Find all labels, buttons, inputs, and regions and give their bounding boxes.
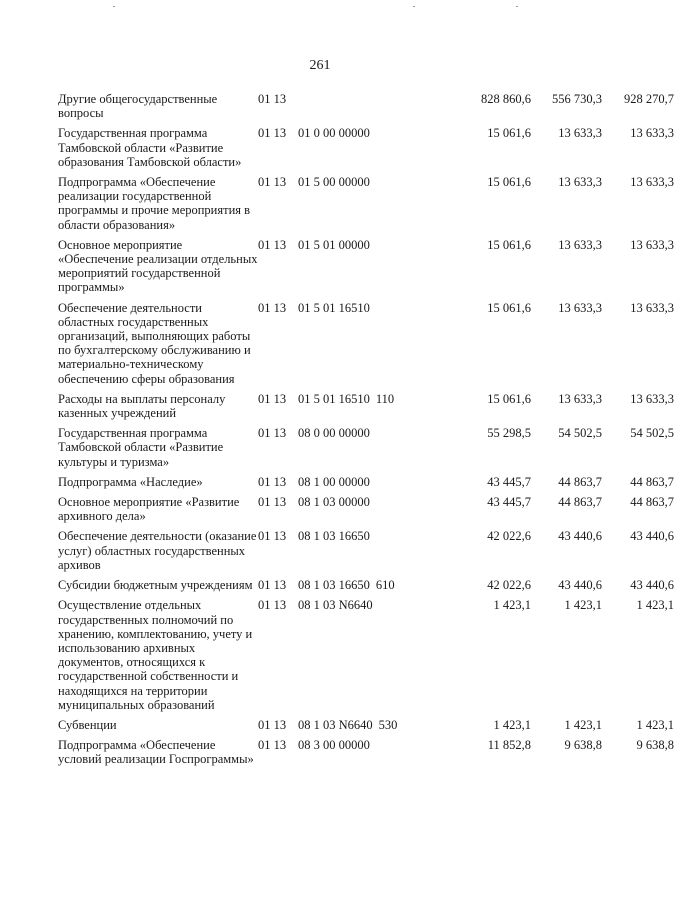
amount-year-3: 43 440,6 <box>630 578 674 593</box>
table-row <box>58 578 674 593</box>
amount-year-3: 1 423,1 <box>636 717 674 732</box>
table-row <box>58 474 674 489</box>
amount-year-1: 15 061,6 <box>487 126 531 141</box>
scan-mark <box>516 6 518 7</box>
target-article-code: 01 5 01 16510 <box>298 300 370 315</box>
row-name: Государственная программа Тамбовской области «Развитие образования Тамбовской области» <box>58 126 242 169</box>
row-name: Расходы на выплаты персоналу казенных учреждений <box>58 391 226 421</box>
target-article-code: 08 1 03 16650 <box>298 578 370 593</box>
target-article-code: 08 1 03 N6640 <box>298 717 373 732</box>
section-code: 01 13 <box>258 578 287 593</box>
row-code <box>258 529 376 543</box>
amount-year-3: 44 863,7 <box>630 474 674 489</box>
amount-year-3: 13 633,3 <box>630 175 674 190</box>
table-row <box>58 717 674 732</box>
amount-year-1: 55 298,5 <box>487 426 531 441</box>
section-code: 01 13 <box>258 717 287 732</box>
row-name: Субсидии бюджетным учреждениям <box>58 578 253 593</box>
table-row <box>58 391 674 421</box>
row-name: Обеспечение деятельности (оказание услуг) областных государственных архивов <box>58 529 257 572</box>
row-name: Основное мероприятие «Развитие архивного дела» <box>58 495 240 524</box>
amount-year-3: 13 633,3 <box>630 300 674 315</box>
section-code: 01 13 <box>258 495 287 510</box>
target-article-code: 01 0 00 00000 <box>298 126 370 141</box>
row-name: Государственная программа Тамбовской области «Развитие культуры и туризма» <box>58 426 224 469</box>
row-code <box>258 738 376 752</box>
row-code <box>258 126 376 140</box>
section-code: 01 13 <box>258 92 287 106</box>
amount-year-1: 1 423,1 <box>493 717 531 732</box>
target-article-code: 01 5 00 00000 <box>298 175 370 190</box>
scan-mark <box>113 6 115 7</box>
expense-type-code: 530 <box>378 717 398 732</box>
amount-year-1: 1 423,1 <box>493 598 531 613</box>
amount-year-2: 13 633,3 <box>558 175 602 190</box>
row-name: Осуществление отдельных государственных полномочий по хранению, комплектованию, учету и использованию архивных документов, относящихся к государственной собственности и находящихся на территории муниципальных образований <box>58 598 253 712</box>
row-code <box>258 475 376 489</box>
row-name: Подпрограмма «Обеспечение реализации государственной программы и прочие мероприятия в области образования» <box>58 175 251 232</box>
table-row <box>58 92 674 121</box>
page-number: 261 <box>309 58 331 73</box>
target-article-code: 08 3 00 00000 <box>298 738 370 753</box>
section-code: 01 13 <box>258 529 287 544</box>
table-row <box>58 300 674 386</box>
amount-year-2: 9 638,8 <box>564 738 602 753</box>
section-code: 01 13 <box>258 738 287 753</box>
row-name: Субвенции <box>58 717 117 732</box>
table-row <box>58 126 674 169</box>
amount-year-3: 43 440,6 <box>630 529 674 544</box>
amount-year-2: 54 502,5 <box>558 426 602 441</box>
amount-year-3: 13 633,3 <box>630 126 674 141</box>
section-code: 01 13 <box>258 426 287 441</box>
amount-year-2: 43 440,6 <box>558 529 602 544</box>
amount-year-2: 44 863,7 <box>558 474 602 489</box>
row-code <box>258 718 397 732</box>
section-code: 01 13 <box>258 237 287 252</box>
amount-year-2: 556 730,3 <box>552 92 602 106</box>
amount-year-1: 15 061,6 <box>487 175 531 190</box>
row-name: Подпрограмма «Наследие» <box>58 474 203 489</box>
amount-year-1: 43 445,7 <box>487 474 531 489</box>
target-article-code: 08 1 03 N6640 <box>298 598 373 613</box>
table-row <box>58 237 674 295</box>
amount-year-1: 15 061,6 <box>487 300 531 315</box>
amount-year-1: 15 061,6 <box>487 391 531 406</box>
row-code <box>258 426 376 440</box>
amount-year-1: 11 852,8 <box>487 738 531 753</box>
amount-year-2: 13 633,3 <box>558 300 602 315</box>
section-code: 01 13 <box>258 391 287 406</box>
row-code <box>258 495 376 509</box>
target-article-code: 08 1 03 16650 <box>298 529 370 544</box>
amount-year-2: 1 423,1 <box>564 717 602 732</box>
target-article-code: 08 1 03 00000 <box>298 495 370 510</box>
amount-year-3: 13 633,3 <box>630 391 674 406</box>
row-code <box>258 598 379 612</box>
section-code: 01 13 <box>258 300 287 315</box>
amount-year-2: 13 633,3 <box>558 126 602 141</box>
amount-year-3: 9 638,8 <box>636 738 674 753</box>
row-code <box>258 578 395 592</box>
section-code: 01 13 <box>258 175 287 190</box>
table-row <box>58 426 674 469</box>
table-row <box>58 598 674 712</box>
section-code: 01 13 <box>258 598 287 613</box>
amount-year-1: 43 445,7 <box>487 495 531 510</box>
row-name: Подпрограмма «Обеспечение условий реализации Госпрограммы» <box>58 738 254 767</box>
amount-year-3: 54 502,5 <box>630 426 674 441</box>
table-row <box>58 495 674 524</box>
target-article-code: 01 5 01 00000 <box>298 237 370 252</box>
table-row <box>58 529 674 572</box>
amount-year-2: 13 633,3 <box>558 391 602 406</box>
amount-year-3: 1 423,1 <box>636 598 674 613</box>
row-name: Обеспечение деятельности областных государственных организаций, выполняющих работы по бухгалтерскому обслуживанию и материально-техническому обеспечению сферы образования <box>58 300 251 386</box>
target-article-code: 08 1 00 00000 <box>298 474 370 489</box>
row-code <box>258 175 376 189</box>
amount-year-2: 43 440,6 <box>558 578 602 593</box>
table-row <box>58 738 674 767</box>
row-code <box>258 301 376 315</box>
expense-type-code: 610 <box>375 578 395 593</box>
section-code: 01 13 <box>258 474 287 489</box>
amount-year-1: 42 022,6 <box>487 578 531 593</box>
budget-table <box>58 92 674 773</box>
amount-year-3: 13 633,3 <box>630 237 674 252</box>
row-code <box>258 92 304 106</box>
expense-type-code: 110 <box>375 391 395 406</box>
amount-year-2: 13 633,3 <box>558 237 602 252</box>
amount-year-3: 44 863,7 <box>630 495 674 510</box>
amount-year-2: 1 423,1 <box>564 598 602 613</box>
scan-mark <box>413 6 415 7</box>
amount-year-2: 44 863,7 <box>558 495 602 510</box>
amount-year-1: 828 860,6 <box>481 92 531 106</box>
row-code <box>258 238 376 252</box>
amount-year-1: 15 061,6 <box>487 237 531 252</box>
amount-year-1: 42 022,6 <box>487 529 531 544</box>
row-code <box>258 392 394 406</box>
section-code: 01 13 <box>258 126 287 141</box>
row-name: Основное мероприятие «Обеспечение реализации отдельных мероприятий государственной программы» <box>58 237 258 295</box>
row-name: Другие общегосударственные вопросы <box>58 92 218 121</box>
table-row <box>58 175 674 232</box>
amount-year-3: 928 270,7 <box>624 92 674 106</box>
target-article-code: 01 5 01 16510 <box>298 391 370 406</box>
target-article-code: 08 0 00 00000 <box>298 426 370 441</box>
